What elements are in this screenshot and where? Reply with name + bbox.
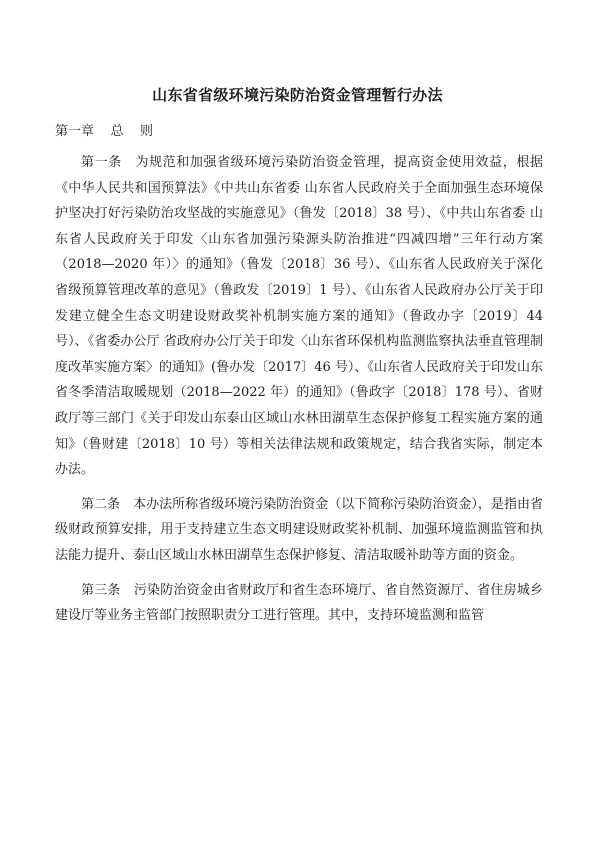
article-1 — [55, 150, 543, 483]
article-3 — [55, 578, 543, 629]
article-label: 第二条 — [81, 496, 121, 512]
article-text: 为规范和加强省级环境污染防治资金管理，提高资金使用效益，根据《中华人民共和国预算法》《中共山东省委 山东省人民政府关于全面加强生态环境保护坚决打好污染防治攻坚战的实施意见》（鲁发〔2018〕38 号）、《中共山东省委 山东省人民政府关于印发〈山东省加强污染源头防治推进“四减四增”三年行动方案（2018—2020 年）〉的通知》（鲁发〔2018〕36 号）、《山东省人民政府关于深化省级预算管理改革的意见》（鲁政发〔2019〕1 号）、《山东省人民政府办公厅关于印发建立健全生态文明建设财政奖补机制实施方案的通知》（鲁政办字〔2019〕44 号）、《省委办公厅 省政府办公厅关于印发〈山东省环保机构监测监察执法垂直管理制度改革实施方案〉的通知》(鲁办发〔2017〕46 号）、《山东省人民政府关于印发山东省冬季清洁取暖规划（2018—2022 年）的通知》（鲁政字〔2018〕178 号）、省财政厅等三部门《关于印发山东泰山区域山水林田湖草生态保护修复工程实施方案的通知》（鲁财建〔2018〕10 号）等相关法律法规和政策规定，结合我省实际，制定本办法。 — [55, 155, 543, 478]
article-label: 第一条 — [81, 155, 122, 170]
document-title: 山东省省级环境污染防治资金管理暂行办法 — [152, 86, 443, 104]
document-body — [55, 150, 543, 638]
chapter-heading: 第一章 总 则 — [55, 124, 154, 139]
article-label: 第三条 — [81, 582, 121, 598]
article-2 — [55, 492, 543, 569]
article-text: 污染防治资金由省财政厅和省生态环境厅、省自然资源厅、省住房城乡建设厅等业务主管部门按照职责分工进行管理。其中，支持环境监测和监管 — [55, 582, 543, 624]
article-text: 本办法所称省级环境污染防治资金（以下简称污染防治资金），是指由省级财政预算安排，用于支持建立生态文明建设财政奖补机制、加强环境监测监管和执法能力提升、泰山区域山水林田湖草生态保护修复、清洁取暖补助等方面的资金。 — [55, 496, 543, 563]
